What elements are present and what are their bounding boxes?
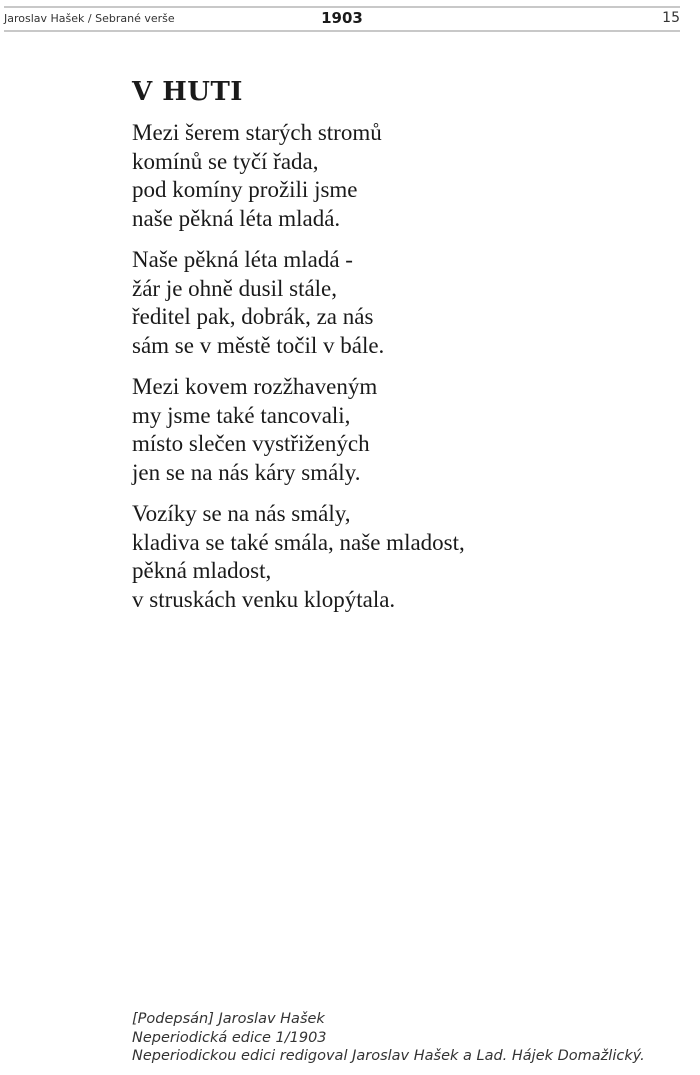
editors-note: Neperiodickou edici redigoval Jaroslav Hašek a Lad. Hájek Domažlický. bbox=[132, 1048, 645, 1064]
verse-line: naše pěkná léta mladá. bbox=[132, 205, 341, 231]
verse-line: kladiva se také smála, naše mladost, bbox=[132, 529, 465, 555]
verse-line: my jsme také tancovali, bbox=[132, 402, 351, 428]
header-top-rule bbox=[4, 6, 680, 8]
verse-line: komínů se tyčí řada, bbox=[132, 148, 319, 174]
verse-line: pod komíny prožili jsme bbox=[132, 177, 358, 202]
poem bbox=[132, 74, 672, 627]
header-author-book: Jaroslav Hašek / Sebrané verše bbox=[4, 12, 175, 25]
signature-note: [Podepsán] Jaroslav Hašek bbox=[132, 1011, 325, 1027]
edition-note: Neperiodická edice 1/1903 bbox=[132, 1029, 327, 1046]
verse-line: ředitel pak, dobrák, za nás bbox=[132, 304, 374, 329]
verse-line: Naše pěkná léta mladá - bbox=[132, 247, 353, 272]
stanza-2 bbox=[132, 246, 672, 360]
source-note bbox=[132, 1010, 692, 1066]
verse-line: Vozíky se na nás smály, bbox=[132, 501, 351, 526]
header-bottom-rule bbox=[4, 30, 680, 32]
page-number: 15 bbox=[662, 10, 680, 26]
running-header bbox=[0, 0, 700, 40]
verse-line: v struskách venku klopýtala. bbox=[132, 586, 396, 612]
verse-line: místo slečen vystřižených bbox=[132, 431, 370, 456]
stanza-4 bbox=[132, 500, 672, 614]
verse-line: pěkná mladost, bbox=[132, 558, 272, 583]
verse-line: jen se na nás káry smály. bbox=[132, 459, 361, 485]
verse-line: žár je ohně dusil stále, bbox=[132, 275, 338, 301]
stanza-3 bbox=[132, 373, 672, 487]
verse-line: Mezi kovem rozžhaveným bbox=[132, 374, 378, 399]
verse-line: sám se v městě točil v bále. bbox=[132, 332, 385, 358]
poem-title: V HUTI bbox=[132, 77, 243, 107]
header-year: 1903 bbox=[321, 9, 363, 27]
stanza-1 bbox=[132, 119, 672, 233]
verse-line: Mezi šerem starých stromů bbox=[132, 120, 382, 145]
